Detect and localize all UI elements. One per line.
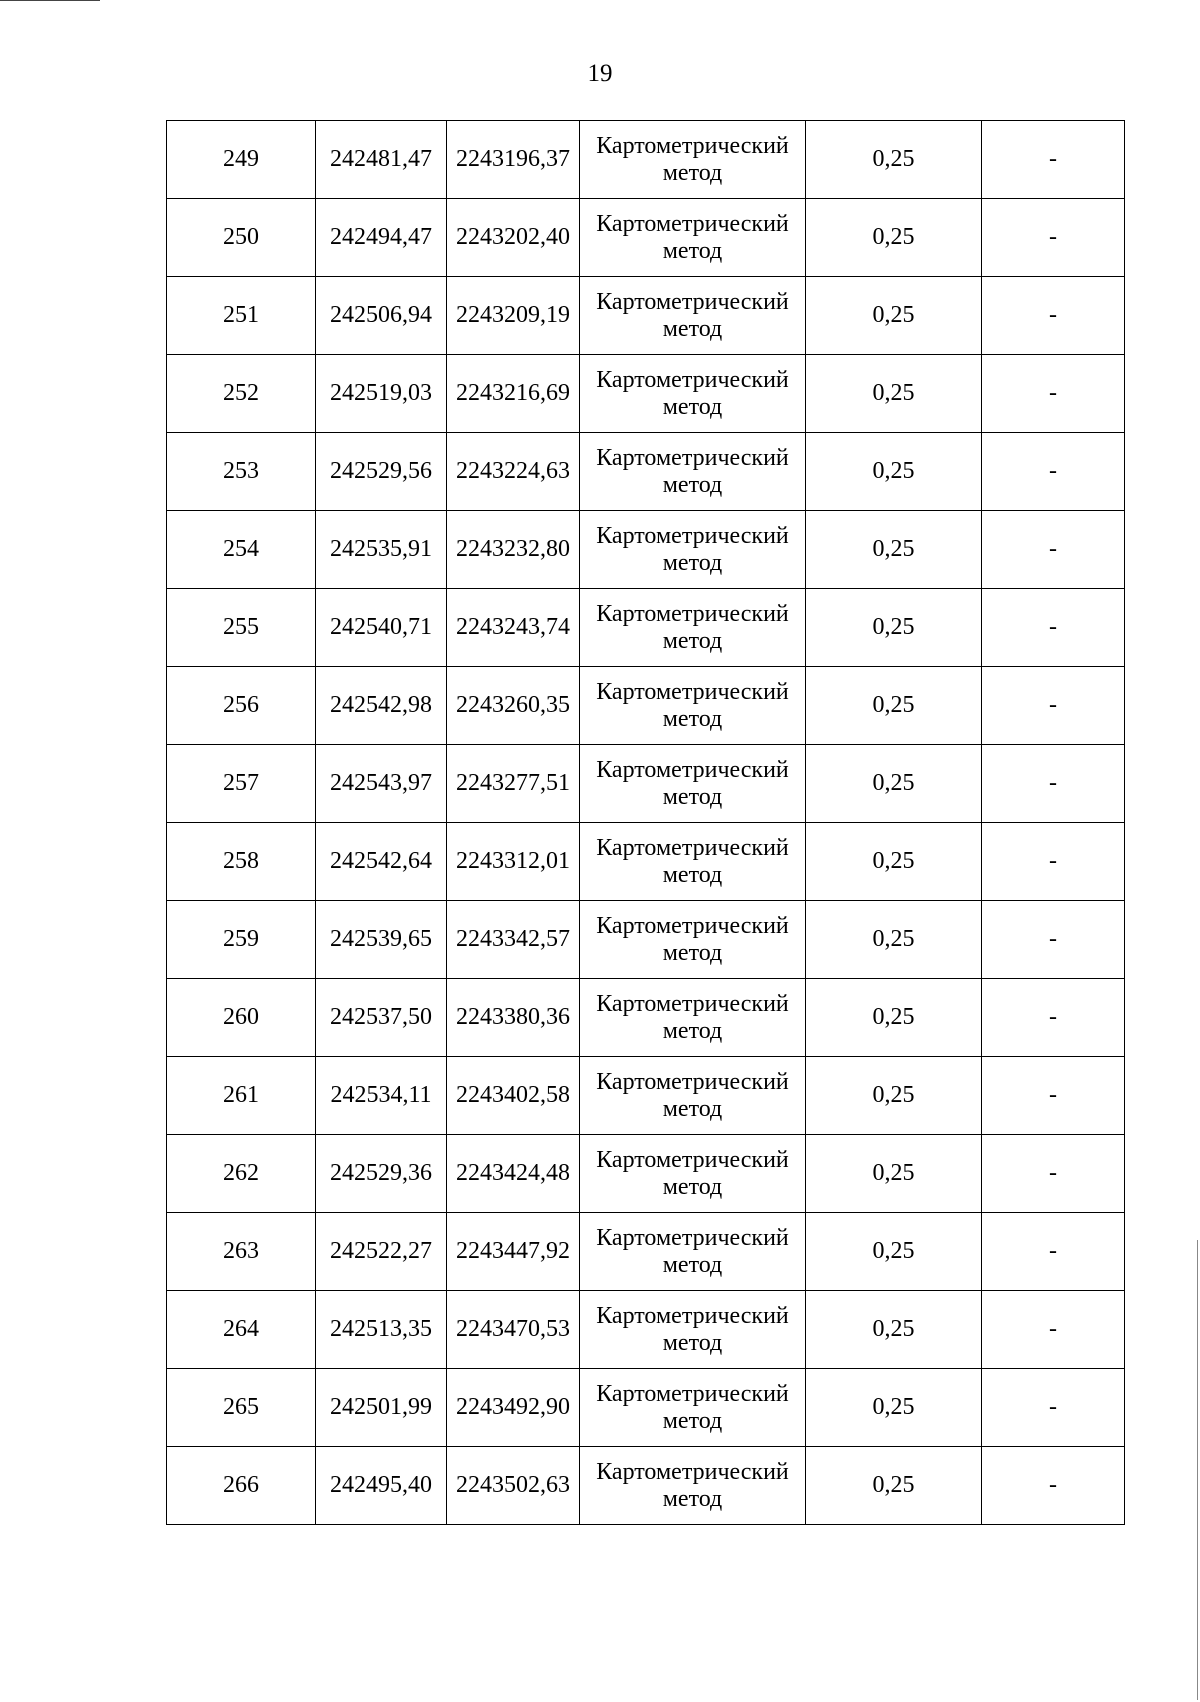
point-number-cell: 256 bbox=[167, 667, 316, 745]
precision-cell: 0,25 bbox=[806, 433, 982, 511]
precision-cell: 0,25 bbox=[806, 589, 982, 667]
method-cell bbox=[580, 1369, 806, 1447]
coord-y-cell: 2243209,19 bbox=[447, 277, 580, 355]
method-line2: метод bbox=[662, 783, 723, 810]
point-number-cell: 251 bbox=[167, 277, 316, 355]
note-cell: - bbox=[982, 277, 1125, 355]
method-line2: метод bbox=[662, 159, 723, 186]
method-cell bbox=[580, 979, 806, 1057]
coord-y-cell: 2243277,51 bbox=[447, 745, 580, 823]
coord-y-cell: 2243216,69 bbox=[447, 355, 580, 433]
precision-cell: 0,25 bbox=[806, 745, 982, 823]
method-line2: метод bbox=[662, 549, 723, 576]
table-row bbox=[167, 901, 1125, 979]
point-number-cell: 249 bbox=[167, 121, 316, 199]
coord-x-cell: 242481,47 bbox=[316, 121, 447, 199]
coord-x-cell: 242537,50 bbox=[316, 979, 447, 1057]
note-cell: - bbox=[982, 979, 1125, 1057]
table-row bbox=[167, 433, 1125, 511]
table-row bbox=[167, 1213, 1125, 1291]
table-row bbox=[167, 667, 1125, 745]
coord-x-cell: 242542,98 bbox=[316, 667, 447, 745]
method-line2: метод bbox=[662, 1095, 723, 1122]
note-cell: - bbox=[982, 355, 1125, 433]
coord-y-cell: 2243492,90 bbox=[447, 1369, 580, 1447]
precision-cell: 0,25 bbox=[806, 1369, 982, 1447]
method-cell bbox=[580, 589, 806, 667]
coord-x-cell: 242495,40 bbox=[316, 1447, 447, 1525]
method-line2: метод bbox=[662, 1485, 723, 1512]
coord-x-cell: 242543,97 bbox=[316, 745, 447, 823]
method-line1: Картометрический bbox=[596, 912, 789, 939]
scan-edge-line bbox=[1197, 1240, 1198, 1700]
method-line1: Картометрический bbox=[596, 678, 789, 705]
method-line1: Картометрический bbox=[596, 756, 789, 783]
point-number-cell: 263 bbox=[167, 1213, 316, 1291]
method-cell bbox=[580, 1135, 806, 1213]
method-line2: метод bbox=[662, 237, 723, 264]
coord-y-cell: 2243232,80 bbox=[447, 511, 580, 589]
table-row bbox=[167, 277, 1125, 355]
coordinates-table bbox=[166, 120, 1125, 1525]
note-cell: - bbox=[982, 433, 1125, 511]
method-line2: метод bbox=[662, 939, 723, 966]
coord-x-cell: 242535,91 bbox=[316, 511, 447, 589]
method-line1: Картометрический bbox=[596, 834, 789, 861]
coord-y-cell: 2243260,35 bbox=[447, 667, 580, 745]
point-number-cell: 255 bbox=[167, 589, 316, 667]
method-cell bbox=[580, 1447, 806, 1525]
point-number-cell: 265 bbox=[167, 1369, 316, 1447]
method-line2: метод bbox=[662, 1407, 723, 1434]
table-row bbox=[167, 1369, 1125, 1447]
coord-y-cell: 2243424,48 bbox=[447, 1135, 580, 1213]
method-cell bbox=[580, 1057, 806, 1135]
point-number-cell: 264 bbox=[167, 1291, 316, 1369]
point-number-cell: 266 bbox=[167, 1447, 316, 1525]
precision-cell: 0,25 bbox=[806, 1213, 982, 1291]
point-number-cell: 261 bbox=[167, 1057, 316, 1135]
method-line2: метод bbox=[662, 315, 723, 342]
method-line1: Картометрический bbox=[596, 1302, 789, 1329]
coord-y-cell: 2243470,53 bbox=[447, 1291, 580, 1369]
precision-cell: 0,25 bbox=[806, 823, 982, 901]
method-line2: метод bbox=[662, 627, 723, 654]
method-cell bbox=[580, 277, 806, 355]
table-row bbox=[167, 745, 1125, 823]
method-line1: Картометрический bbox=[596, 366, 789, 393]
table-row bbox=[167, 1135, 1125, 1213]
table-row bbox=[167, 1291, 1125, 1369]
coord-y-cell: 2243312,01 bbox=[447, 823, 580, 901]
method-line2: метод bbox=[662, 1173, 723, 1200]
method-line1: Картометрический bbox=[596, 1458, 789, 1485]
coord-x-cell: 242522,27 bbox=[316, 1213, 447, 1291]
coord-y-cell: 2243342,57 bbox=[447, 901, 580, 979]
table-row bbox=[167, 511, 1125, 589]
method-line1: Картометрический bbox=[596, 990, 789, 1017]
point-number-cell: 257 bbox=[167, 745, 316, 823]
method-cell bbox=[580, 1213, 806, 1291]
coord-x-cell: 242506,94 bbox=[316, 277, 447, 355]
method-line1: Картометрический bbox=[596, 1146, 789, 1173]
method-cell bbox=[580, 823, 806, 901]
point-number-cell: 252 bbox=[167, 355, 316, 433]
note-cell: - bbox=[982, 1057, 1125, 1135]
method-line1: Картометрический bbox=[596, 444, 789, 471]
point-number-cell: 258 bbox=[167, 823, 316, 901]
precision-cell: 0,25 bbox=[806, 199, 982, 277]
table-row bbox=[167, 355, 1125, 433]
coord-x-cell: 242494,47 bbox=[316, 199, 447, 277]
precision-cell: 0,25 bbox=[806, 1447, 982, 1525]
precision-cell: 0,25 bbox=[806, 121, 982, 199]
method-line2: метод bbox=[662, 471, 723, 498]
coord-y-cell: 2243447,92 bbox=[447, 1213, 580, 1291]
method-cell bbox=[580, 355, 806, 433]
method-cell bbox=[580, 745, 806, 823]
note-cell: - bbox=[982, 1135, 1125, 1213]
method-line1: Картометрический bbox=[596, 1224, 789, 1251]
note-cell: - bbox=[982, 1369, 1125, 1447]
precision-cell: 0,25 bbox=[806, 1135, 982, 1213]
note-cell: - bbox=[982, 1447, 1125, 1525]
point-number-cell: 250 bbox=[167, 199, 316, 277]
point-number-cell: 254 bbox=[167, 511, 316, 589]
note-cell: - bbox=[982, 199, 1125, 277]
coord-x-cell: 242519,03 bbox=[316, 355, 447, 433]
coord-y-cell: 2243202,40 bbox=[447, 199, 580, 277]
precision-cell: 0,25 bbox=[806, 355, 982, 433]
coord-x-cell: 242513,35 bbox=[316, 1291, 447, 1369]
table-row bbox=[167, 589, 1125, 667]
point-number-cell: 253 bbox=[167, 433, 316, 511]
precision-cell: 0,25 bbox=[806, 979, 982, 1057]
table-row bbox=[167, 1447, 1125, 1525]
note-cell: - bbox=[982, 121, 1125, 199]
method-cell bbox=[580, 1291, 806, 1369]
method-line2: метод bbox=[662, 861, 723, 888]
note-cell: - bbox=[982, 667, 1125, 745]
scan-corner-line bbox=[0, 0, 100, 1]
precision-cell: 0,25 bbox=[806, 1057, 982, 1135]
method-cell bbox=[580, 199, 806, 277]
method-line1: Картометрический bbox=[596, 132, 789, 159]
note-cell: - bbox=[982, 589, 1125, 667]
method-line1: Картометрический bbox=[596, 210, 789, 237]
method-line2: метод bbox=[662, 1329, 723, 1356]
method-cell bbox=[580, 511, 806, 589]
precision-cell: 0,25 bbox=[806, 1291, 982, 1369]
method-cell bbox=[580, 433, 806, 511]
coord-y-cell: 2243243,74 bbox=[447, 589, 580, 667]
method-line2: метод bbox=[662, 1017, 723, 1044]
method-line1: Картометрический bbox=[596, 1068, 789, 1095]
coord-x-cell: 242540,71 bbox=[316, 589, 447, 667]
precision-cell: 0,25 bbox=[806, 901, 982, 979]
coord-y-cell: 2243196,37 bbox=[447, 121, 580, 199]
method-line1: Картометрический bbox=[596, 288, 789, 315]
coord-y-cell: 2243402,58 bbox=[447, 1057, 580, 1135]
table-row bbox=[167, 823, 1125, 901]
precision-cell: 0,25 bbox=[806, 511, 982, 589]
table-body bbox=[167, 121, 1125, 1525]
method-cell bbox=[580, 667, 806, 745]
coord-x-cell: 242529,36 bbox=[316, 1135, 447, 1213]
table-row bbox=[167, 979, 1125, 1057]
method-cell bbox=[580, 121, 806, 199]
note-cell: - bbox=[982, 1291, 1125, 1369]
method-line2: метод bbox=[662, 1251, 723, 1278]
note-cell: - bbox=[982, 823, 1125, 901]
precision-cell: 0,25 bbox=[806, 667, 982, 745]
coord-x-cell: 242529,56 bbox=[316, 433, 447, 511]
note-cell: - bbox=[982, 511, 1125, 589]
method-line2: метод bbox=[662, 393, 723, 420]
point-number-cell: 259 bbox=[167, 901, 316, 979]
note-cell: - bbox=[982, 901, 1125, 979]
method-line1: Картометрический bbox=[596, 600, 789, 627]
coord-x-cell: 242539,65 bbox=[316, 901, 447, 979]
note-cell: - bbox=[982, 745, 1125, 823]
table-row bbox=[167, 121, 1125, 199]
table-row bbox=[167, 1057, 1125, 1135]
point-number-cell: 262 bbox=[167, 1135, 316, 1213]
coord-x-cell: 242501,99 bbox=[316, 1369, 447, 1447]
point-number-cell: 260 bbox=[167, 979, 316, 1057]
coord-y-cell: 2243380,36 bbox=[447, 979, 580, 1057]
coord-x-cell: 242542,64 bbox=[316, 823, 447, 901]
coord-y-cell: 2243502,63 bbox=[447, 1447, 580, 1525]
precision-cell: 0,25 bbox=[806, 277, 982, 355]
note-cell: - bbox=[982, 1213, 1125, 1291]
method-line1: Картометрический bbox=[596, 1380, 789, 1407]
page-number: 19 bbox=[587, 60, 613, 87]
coord-y-cell: 2243224,63 bbox=[447, 433, 580, 511]
method-cell bbox=[580, 901, 806, 979]
table-row bbox=[167, 199, 1125, 277]
coord-x-cell: 242534,11 bbox=[316, 1057, 447, 1135]
method-line2: метод bbox=[662, 705, 723, 732]
method-line1: Картометрический bbox=[596, 522, 789, 549]
